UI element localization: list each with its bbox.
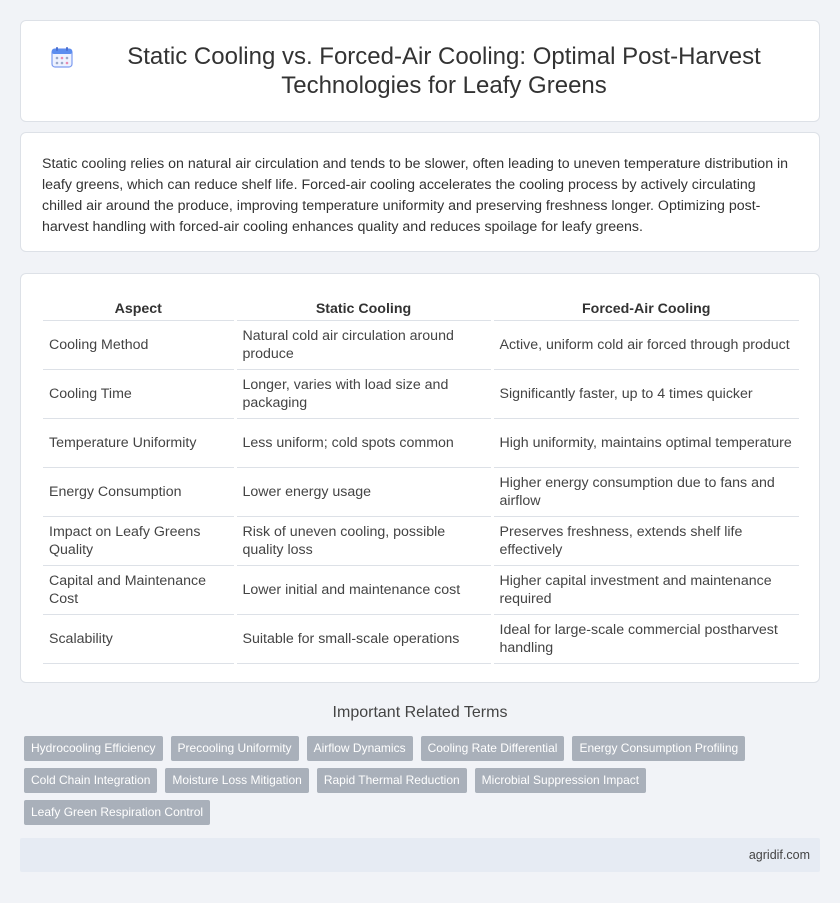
title-card (20, 20, 820, 122)
cell-static: Less uniform; cold spots common (235, 418, 492, 467)
cell-static: Natural cold air circulation around produce (235, 320, 492, 369)
cell-aspect: Impact on Leafy Greens Quality (43, 516, 235, 565)
related-term-tag[interactable]: Hydrocooling Efficiency (24, 736, 163, 761)
table-row (43, 565, 799, 614)
cell-forced: Preserves freshness, extends shelf life effectively (492, 516, 799, 565)
intro-card (20, 132, 820, 252)
cell-aspect: Capital and Maintenance Cost (43, 565, 235, 614)
related-terms-title: Important Related Terms (332, 704, 508, 721)
related-term-tag[interactable]: Microbial Suppression Impact (475, 768, 646, 793)
comparison-table (43, 294, 799, 664)
related-term-tag[interactable]: Airflow Dynamics (307, 736, 413, 761)
header-static-cooling: Static Cooling (235, 294, 492, 320)
cell-aspect: Energy Consumption (43, 467, 235, 516)
cell-forced: Ideal for large-scale commercial postharvest handling (492, 614, 799, 663)
calendar-icon (51, 46, 73, 68)
cell-forced: Higher energy consumption due to fans and airflow (492, 467, 799, 516)
cell-forced: Significantly faster, up to 4 times quicker (492, 369, 799, 418)
related-term-tag[interactable]: Rapid Thermal Reduction (317, 768, 467, 793)
cell-aspect: Cooling Method (43, 320, 235, 369)
table-header-row (43, 294, 799, 320)
cell-static: Risk of uneven cooling, possible quality loss (235, 516, 492, 565)
header-forced-air-cooling: Forced-Air Cooling (492, 294, 799, 320)
cell-aspect: Scalability (43, 614, 235, 663)
cell-static: Longer, varies with load size and packaging (235, 369, 492, 418)
footer-site-link[interactable]: agridif.com (748, 848, 810, 862)
page-title: Static Cooling vs. Forced-Air Cooling: Optimal Post-Harvest Technologies for Leafy Greens (127, 43, 761, 99)
related-term-tag[interactable]: Energy Consumption Profiling (572, 736, 745, 761)
table-row (43, 614, 799, 663)
cell-aspect: Temperature Uniformity (43, 418, 235, 467)
cell-forced: Higher capital investment and maintenance required (492, 565, 799, 614)
footer (20, 838, 820, 872)
header-aspect: Aspect (43, 294, 235, 320)
cell-static: Lower energy usage (235, 467, 492, 516)
cell-forced: High uniformity, maintains optimal temperature (492, 418, 799, 467)
related-terms-list (24, 736, 824, 832)
related-term-tag[interactable]: Cooling Rate Differential (421, 736, 565, 761)
table-row (43, 418, 799, 467)
related-term-tag[interactable]: Precooling Uniformity (171, 736, 299, 761)
cell-static: Suitable for small-scale operations (235, 614, 492, 663)
related-term-tag[interactable]: Leafy Green Respiration Control (24, 800, 210, 825)
cell-aspect: Cooling Time (43, 369, 235, 418)
table-row (43, 369, 799, 418)
cell-static: Lower initial and maintenance cost (235, 565, 492, 614)
related-term-tag[interactable]: Cold Chain Integration (24, 768, 157, 793)
table-row (43, 320, 799, 369)
title-wrap (21, 21, 819, 121)
intro-paragraph: Static cooling relies on natural air circulation and tends to be slower, often leading to uneven temperature distribution in leafy greens, which can reduce shelf life. Forced-air cooling accelerates the cooling process by actively circulating chilled air around the produce, improving temperature uniformity and preserving freshness longer. Optimizing post-harvest handling with forced-air cooling enhances quality and reduces spoilage for leafy greens. (42, 156, 789, 235)
table-card (20, 273, 820, 683)
cell-forced: Active, uniform cold air forced through product (492, 320, 799, 369)
table-row (43, 467, 799, 516)
related-term-tag[interactable]: Moisture Loss Mitigation (165, 768, 308, 793)
table-row (43, 516, 799, 565)
